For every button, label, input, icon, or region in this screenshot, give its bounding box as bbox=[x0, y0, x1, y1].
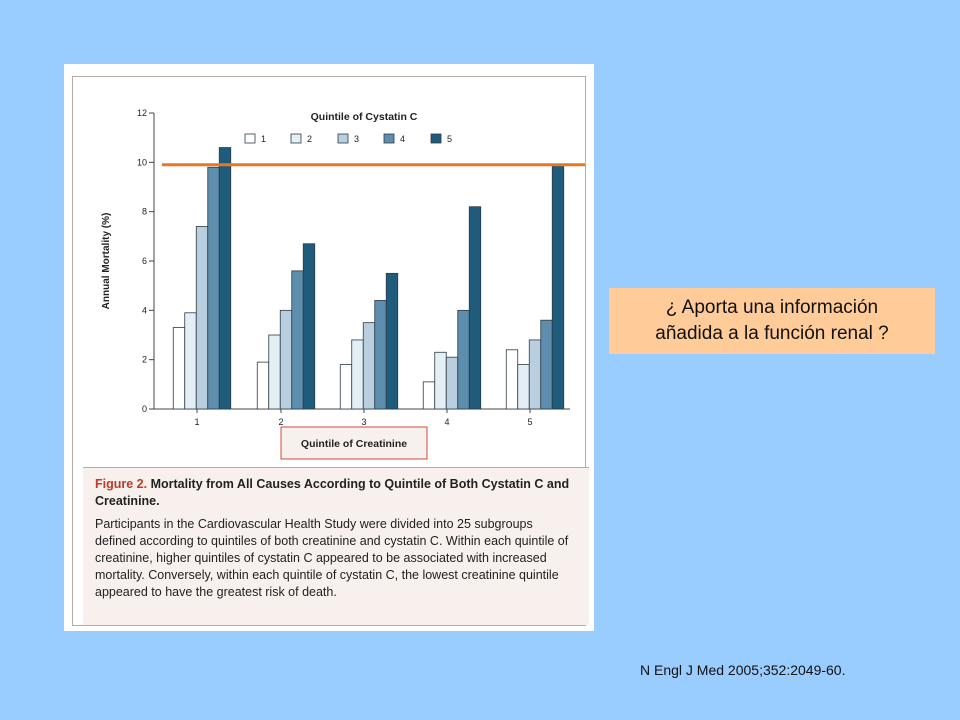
legend-swatch-2 bbox=[291, 134, 301, 143]
legend-label-2: 2 bbox=[307, 134, 313, 144]
y-tick-label: 6 bbox=[141, 256, 147, 266]
y-tick-label: 2 bbox=[141, 354, 147, 365]
x-tick-label: 4 bbox=[444, 417, 450, 427]
mortality-bar-chart bbox=[73, 77, 603, 457]
caption-body: Participants in the Cardiovascular Health Study were divided into 25 subgroups defined according to quintiles of both creatinine and cystatin C. Within each quintile of creatinine, higher quintiles of cystatin C appeared to be associated with increased mortality. Conversely, within each quintile of cystatin C, the lowest creatinine quintile appeared to have the greatest risk of death. bbox=[95, 517, 569, 599]
bar-creatinine-3-cystatin-2 bbox=[352, 340, 364, 409]
bar-creatinine-1-cystatin-1 bbox=[173, 328, 185, 409]
caption-label: Figure 2. bbox=[95, 477, 148, 491]
legend-label-5: 5 bbox=[447, 134, 453, 144]
bar-creatinine-3-cystatin-1 bbox=[340, 365, 352, 409]
figure-panel bbox=[64, 64, 594, 631]
legend-title: Quintile of Cystatin C bbox=[310, 111, 418, 123]
bar-creatinine-2-cystatin-5 bbox=[303, 244, 315, 409]
x-tick-label: 3 bbox=[361, 417, 367, 427]
legend-label-3: 3 bbox=[354, 134, 360, 144]
bar-creatinine-3-cystatin-4 bbox=[375, 300, 387, 409]
bar-creatinine-2-cystatin-2 bbox=[269, 335, 281, 409]
x-tick-label: 5 bbox=[527, 417, 533, 427]
bar-creatinine-1-cystatin-5 bbox=[219, 148, 231, 409]
x-tick-label: 1 bbox=[194, 417, 200, 427]
legend-label-4: 4 bbox=[400, 134, 406, 144]
question-box: ¿ Aporta una información añadida a la función renal ? bbox=[609, 288, 935, 354]
bar-creatinine-5-cystatin-1 bbox=[506, 350, 518, 409]
legend-swatch-5 bbox=[431, 134, 441, 143]
bar-creatinine-4-cystatin-1 bbox=[423, 382, 435, 409]
bar-creatinine-4-cystatin-3 bbox=[446, 357, 458, 409]
bar-creatinine-4-cystatin-2 bbox=[435, 352, 447, 409]
legend-swatch-3 bbox=[338, 134, 348, 143]
x-axis-title: Quintile of Creatinine bbox=[300, 438, 408, 450]
legend-swatch-1 bbox=[245, 134, 255, 143]
figure-frame bbox=[72, 76, 586, 626]
bar-creatinine-2-cystatin-1 bbox=[257, 362, 269, 409]
legend-swatch-4 bbox=[384, 134, 394, 143]
bar-creatinine-1-cystatin-2 bbox=[185, 313, 197, 409]
y-tick-label: 12 bbox=[136, 108, 147, 118]
bar-creatinine-1-cystatin-3 bbox=[196, 226, 208, 409]
bar-creatinine-5-cystatin-2 bbox=[518, 365, 530, 409]
y-tick-label: 10 bbox=[136, 157, 147, 168]
bar-creatinine-4-cystatin-5 bbox=[469, 207, 481, 409]
caption-title bbox=[95, 476, 577, 510]
y-tick-label: 8 bbox=[141, 206, 147, 217]
figure-caption bbox=[83, 467, 589, 625]
x-tick-label: 2 bbox=[278, 417, 284, 427]
y-tick-label: 0 bbox=[141, 404, 147, 414]
y-tick-label: 4 bbox=[141, 305, 147, 316]
bar-creatinine-3-cystatin-3 bbox=[363, 323, 375, 409]
bar-creatinine-5-cystatin-3 bbox=[529, 340, 541, 409]
bar-creatinine-2-cystatin-4 bbox=[292, 271, 304, 409]
bar-creatinine-4-cystatin-4 bbox=[458, 310, 470, 409]
bar-creatinine-1-cystatin-4 bbox=[208, 167, 220, 409]
bar-creatinine-5-cystatin-4 bbox=[541, 320, 553, 409]
bar-creatinine-5-cystatin-5 bbox=[552, 165, 564, 409]
bar-creatinine-2-cystatin-3 bbox=[280, 310, 292, 409]
legend-label-1: 1 bbox=[261, 134, 267, 144]
citation: N Engl J Med 2005;352:2049-60. bbox=[640, 662, 846, 678]
bar-creatinine-3-cystatin-5 bbox=[386, 273, 398, 409]
y-axis-title: Annual Mortality (%) bbox=[101, 212, 112, 310]
caption-title-text: Mortality from All Causes According to Quintile of Both Cystatin C and Creatinine. bbox=[95, 477, 570, 508]
